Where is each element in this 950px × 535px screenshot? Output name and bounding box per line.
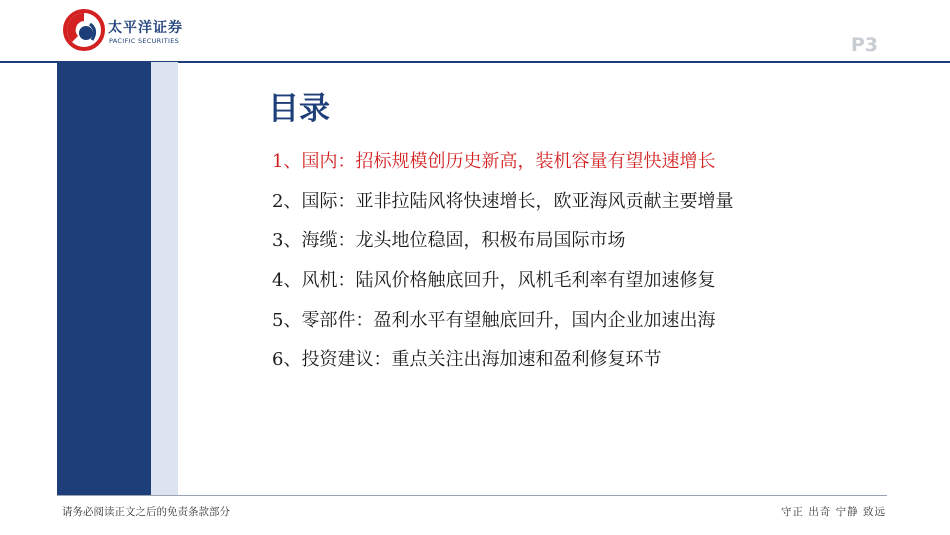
- company-logo: [62, 8, 202, 56]
- toc-item-4[interactable]: 4、风机：陆风价格触底回升，风机毛利率有望加速修复: [272, 270, 716, 292]
- footer-divider: [57, 495, 887, 496]
- sidebar-light-band: [151, 62, 178, 495]
- toc-list: [272, 153, 733, 391]
- footer-motto: 守正 出奇 宁静 致远: [780, 506, 886, 518]
- footer-disclaimer: 请务必阅读正文之后的免责条款部分: [62, 506, 230, 518]
- sidebar-dark-band: [57, 62, 151, 495]
- toc-title: 目录: [268, 91, 330, 127]
- logo-english-name: PACIFIC SECURITIES: [109, 37, 180, 45]
- page-number: P3: [850, 34, 878, 56]
- logo-chinese-name: 太平洋证券: [108, 20, 183, 36]
- toc-item-1[interactable]: 1、国内：招标规模创历史新高，装机容量有望快速增长: [272, 151, 716, 172]
- toc-item-3[interactable]: 3、海缆：龙头地位稳固，积极布局国际市场: [272, 230, 626, 252]
- toc-item-6[interactable]: 6、投资建议：重点关注出海加速和盈利修复环节: [272, 349, 662, 371]
- toc-item-2[interactable]: 2、国际：亚非拉陆风将快速增长，欧亚海风贡献主要增量: [272, 190, 734, 212]
- toc-item-5[interactable]: 5、零部件：盈利水平有望触底回升，国内企业加速出海: [272, 309, 716, 331]
- pacific-securities-logo-icon: [62, 8, 106, 52]
